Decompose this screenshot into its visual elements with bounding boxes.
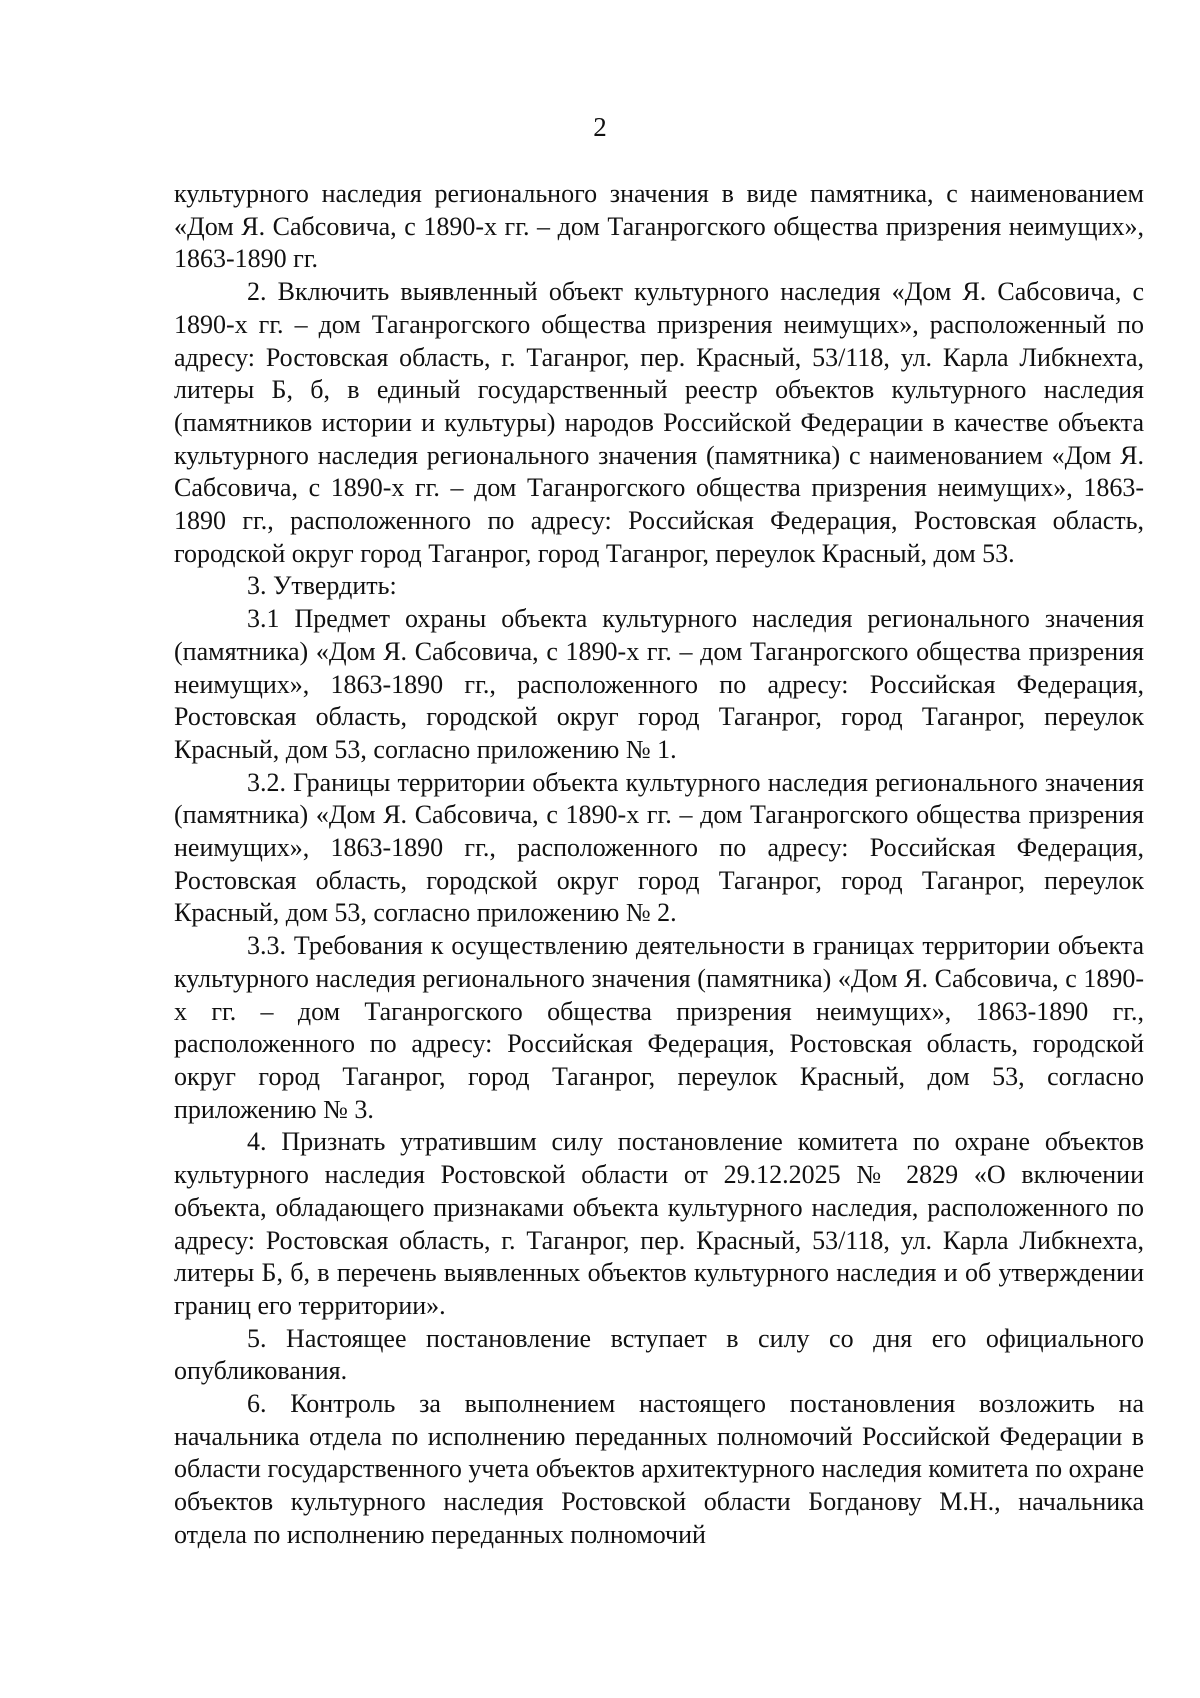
paragraph-item-6: 6. Контроль за выполнением настоящего постановления возложить на начальника отдела по исполнению переданных полномочий Российской Федерации в области государственного учета объектов архитектурного наследия комитета по охране объектов культурного наследия Ростовской области Богданову М.Н., начальника отдела по исполнению переданных полномочий — [174, 1389, 1144, 1549]
paragraph-continuation: культурного наследия регионального значения в виде памятника, с наименованием «Дом Я. Сабсовича, с 1890-х гг. – дом Таганрогского общества призрения неимущих», 1863-1890 гг. — [174, 179, 1144, 274]
paragraph-item-2: 2. Включить выявленный объект культурного наследия «Дом Я. Сабсовича, с 1890-х гг. – дом Таганрогского общества призрения неимущих», расположенный по адресу: Ростовская область, г. Таганрог, пер. Красный, 53/118, ул. Карла Либкнехта, литеры Б, б, в единый государственный реестр объектов культурного наследия (памятников истории и культуры) народов Российской Федерации в качестве объекта культурного наследия регионального значения (памятника) с наименованием «Дом Я. Сабсовича, с 1890-х гг. – дом Таганрогского общества призрения неимущих», 1863-1890 гг., расположенного по адресу: Российская Федерация, Ростовская область, городской округ город Таганрог, город Таганрог, переулок Красный, дом 53. — [174, 277, 1144, 568]
paragraph-item-5: 5. Настоящее постановление вступает в силу со дня его официального опубликования. — [174, 1323, 1144, 1386]
page-number: 2 — [593, 112, 607, 142]
paragraph-item-3: 3. Утвердить: — [247, 571, 397, 601]
paragraph-item-3-3: 3.3. Требования к осуществлению деятельности в границах территории объекта культурного наследия регионального значения (памятника) «Дом Я. Сабсовича, с 1890-х гг. – дом Таганрогского общества призрения неимущих», 1863-1890 гг., расположенного по адресу: Российская Федерация, Ростовская область, городской округ город Таганрог, город Таганрог, переулок Красный, дом 53, согласно приложению № 3. — [174, 931, 1144, 1124]
document-body — [174, 178, 1144, 1552]
paragraph-item-4: 4. Признать утратившим силу постановление комитета по охране объектов культурного наследия Ростовской области от 29.12.2025 № 2829 «О включении объекта, обладающего признаками объекта культурного наследия, расположенного по адресу: Ростовская область, г. Таганрог, пер. Красный, 53/118, ул. Карла Либкнехта, литеры Б, б, в перечень выявленных объектов культурного наследия и об утверждении границ его территории». — [174, 1127, 1144, 1320]
paragraph-item-3-1: 3.1 Предмет охраны объекта культурного наследия регионального значения (памятника) «Дом Я. Сабсовича, с 1890-х гг. – дом Таганрогского общества призрения неимущих», 1863-1890 гг., расположенного по адресу: Российская Федерация, Ростовская область, городской округ город Таганрог, город Таганрог, переулок Красный, дом 53, согласно приложению № 1. — [174, 604, 1144, 764]
paragraph-item-3-2: 3.2. Границы территории объекта культурного наследия регионального значения (памятника) «Дом Я. Сабсовича, с 1890-х гг. – дом Таганрогского общества призрения неимущих», 1863-1890 гг., расположенного по адресу: Российская Федерация, Ростовская область, городской округ город Таганрог, город Таганрог, переулок Красный, дом 53, согласно приложению № 2. — [174, 767, 1144, 928]
